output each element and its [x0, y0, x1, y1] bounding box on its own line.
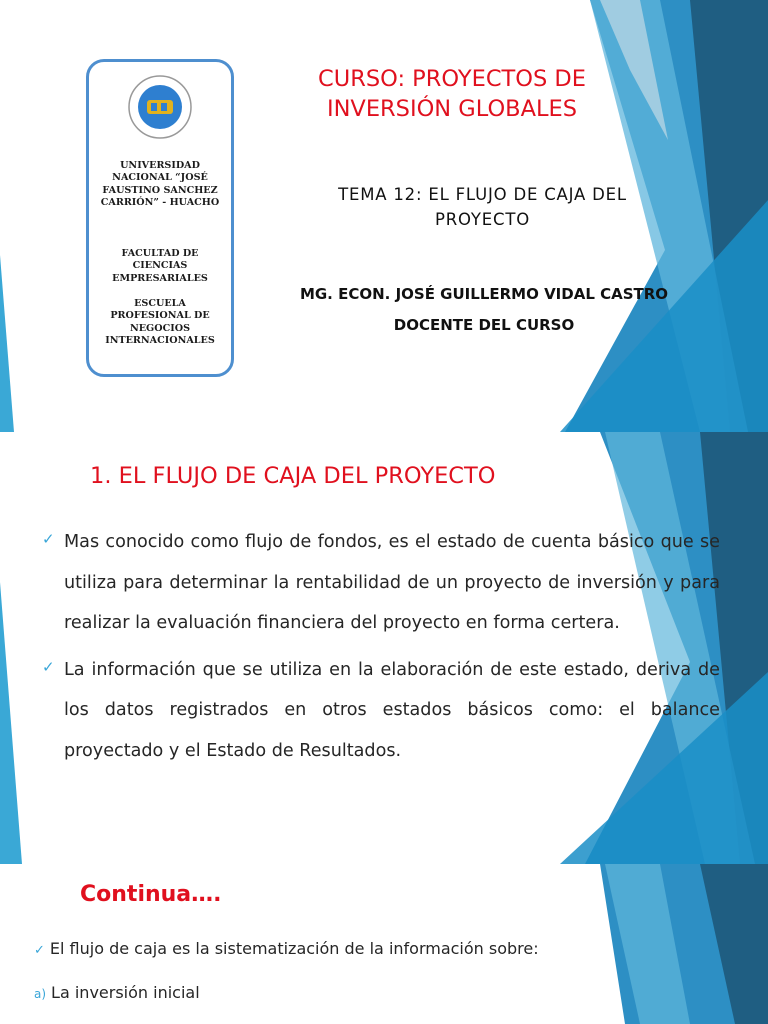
list-item — [34, 983, 200, 1002]
school-name: ESCUELA PROFESIONAL DE NEGOCIOS INTERNACIONALES — [105, 298, 215, 347]
slide-content — [0, 432, 768, 864]
section-heading: 1. EL FLUJO DE CAJA DEL PROYECTO — [90, 463, 496, 489]
slide-continuation — [0, 864, 768, 1024]
sub-item-marker: a) — [34, 987, 47, 1001]
course-title: CURSO: PROYECTOS DE INVERSIÓN GLOBALES — [318, 66, 586, 122]
list-item — [40, 650, 720, 772]
checkmark-icon: ✓ — [42, 657, 55, 676]
list-item — [34, 939, 539, 958]
continuation-heading: Continua…. — [80, 882, 222, 907]
sub-item-text: La inversión inicial — [51, 983, 200, 1002]
bullet-list — [40, 522, 720, 777]
university-seal-icon — [127, 74, 193, 140]
professor-role: DOCENTE DEL CURSO — [393, 316, 575, 334]
list-item — [40, 522, 720, 644]
checkmark-icon: ✓ — [34, 943, 45, 958]
slide-title — [0, 0, 768, 432]
bullet-text: La información que se utiliza en la elaboración de este estado, deriva de los datos registrados en otros estados básicos como: el balance proyectado y el Estado de Resultados. — [64, 659, 720, 761]
bullet-text: Mas conocido como flujo de fondos, es el estado de cuenta básico que se utiliza para determinar la rentabilidad de un proyecto de inversión y para realizar la evaluación financiera del proyecto en forma certera. — [64, 532, 720, 633]
university-name: UNIVERSIDAD NACIONAL “JOSÉ FAUSTINO SANCHEZ CARRIÓN” - HUACHO — [100, 160, 220, 209]
faculty-name: FACULTAD DE CIENCIAS EMPRESARIALES — [112, 248, 208, 284]
topic-title: TEMA 12: EL FLUJO DE CAJA DEL PROYECTO — [338, 185, 627, 229]
university-card — [86, 59, 234, 377]
checkmark-icon: ✓ — [42, 530, 55, 548]
bullet-text: El flujo de caja es la sistematización de la información sobre: — [49, 939, 539, 958]
professor-name: MG. ECON. JOSÉ GUILLERMO VIDAL CASTRO — [299, 285, 669, 303]
